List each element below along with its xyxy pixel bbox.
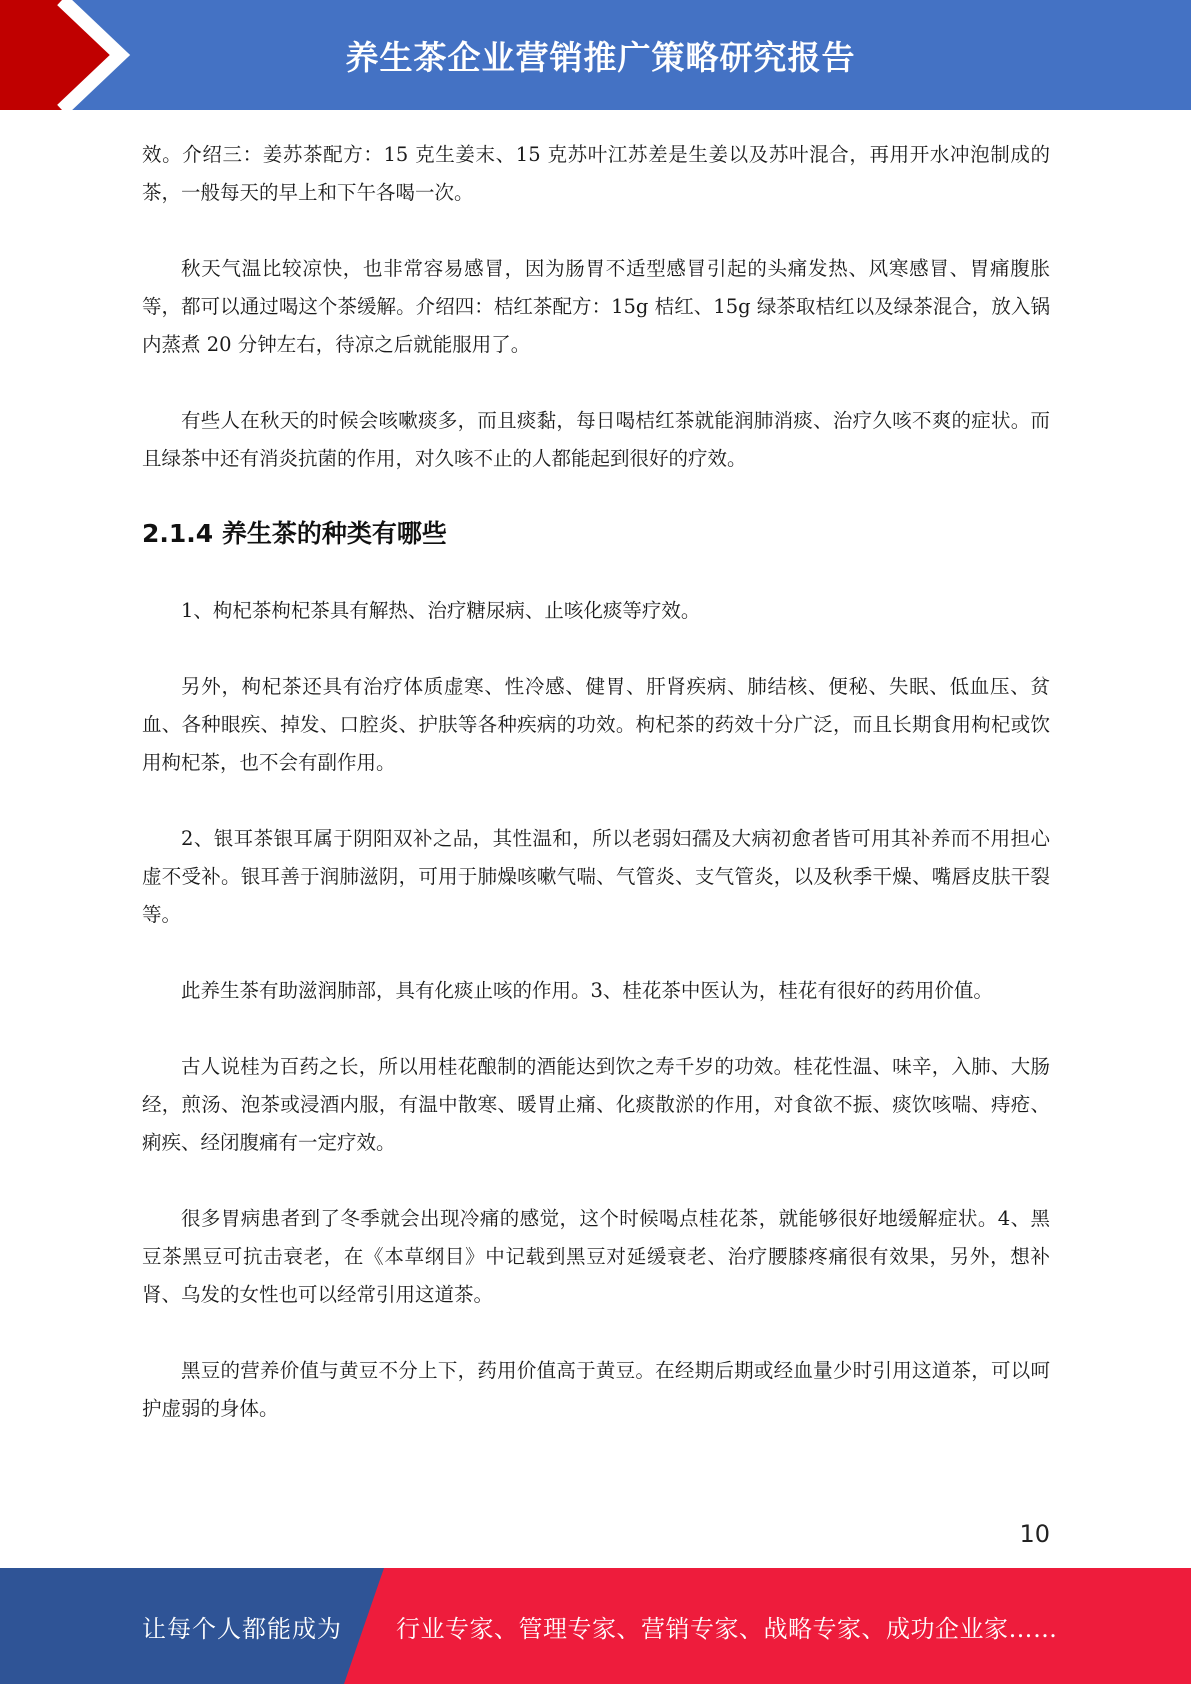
paragraph: 秋天气温比较凉快，也非常容易感冒，因为肠胃不适型感冒引起的头痛发热、风寒感冒、胃痛腹胀等，都可以通过喝这个茶缓解。介绍四：桔红茶配方：15g 桔红、15g 绿茶取桔红以及绿茶混合，放入锅内蒸煮 20 分钟左右，待凉之后就能服用了。 bbox=[142, 257, 1050, 356]
paragraph: 此养生茶有助滋润肺部，具有化痰止咳的作用。3、桂花茶中医认为，桂花有很好的药用价值。 bbox=[181, 979, 993, 1002]
paragraph: 2、银耳茶银耳属于阴阳双补之品，其性温和，所以老弱妇孺及大病初愈者皆可用其补养而不用担心虚不受补。银耳善于润肺滋阴，可用于肺燥咳嗽气喘、气管炎、支气管炎，以及秋季干燥、嘴唇皮肤干裂等。 bbox=[142, 827, 1050, 926]
paragraph: 古人说桂为百药之长，所以用桂花酿制的酒能达到饮之寿千岁的功效。桂花性温、味辛，入肺、大肠经，煎汤、泡茶或浸酒内服，有温中散寒、暖胃止痛、化痰散淤的作用，对食欲不振、痰饮咳喘、痔疮、痢疾、经闭腹痛有一定疗效。 bbox=[142, 1055, 1050, 1154]
paragraph: 黑豆的营养价值与黄豆不分上下，药用价值高于黄豆。在经期后期或经血量少时引用这道茶，可以呵护虚弱的身体。 bbox=[142, 1359, 1050, 1420]
section-heading: 2.1.4 养生茶的种类有哪些 bbox=[142, 519, 447, 548]
paragraph: 效。介绍三：姜苏茶配方：15 克生姜末、15 克苏叶江苏差是生姜以及苏叶混合，再用开水冲泡制成的茶，一般每天的早上和下午各喝一次。 bbox=[142, 143, 1050, 204]
footer-slogan-left: 让每个人都能成为 bbox=[142, 1614, 342, 1643]
footer-slogan-right: 行业专家、管理专家、营销专家、战略专家、成功企业家…… bbox=[396, 1614, 1058, 1643]
paragraph: 很多胃病患者到了冬季就会出现冷痛的感觉，这个时候喝点桂花茶，就能够很好地缓解症状。4、黑豆茶黑豆可抗击衰老，在《本草纲目》中记载到黑豆对延缓衰老、治疗腰膝疼痛很有效果，另外，想补肾、乌发的女性也可以经常引用这道茶。 bbox=[142, 1207, 1050, 1306]
document-body bbox=[142, 136, 1050, 1466]
page-number: 10 bbox=[1019, 1520, 1050, 1548]
paragraph: 1、枸杞茶枸杞茶具有解热、治疗糖尿病、止咳化痰等疗效。 bbox=[181, 599, 701, 622]
header-title: 养生茶企业营销推广策略研究报告 bbox=[345, 37, 856, 77]
page-footer bbox=[0, 1568, 1191, 1684]
paragraph: 有些人在秋天的时候会咳嗽痰多，而且痰黏，每日喝桔红茶就能润肺消痰、治疗久咳不爽的症状。而且绿茶中还有消炎抗菌的作用，对久咳不止的人都能起到很好的疗效。 bbox=[142, 409, 1050, 470]
page-header bbox=[0, 0, 1191, 110]
paragraph: 另外，枸杞茶还具有治疗体质虚寒、性冷感、健胃、肝肾疾病、肺结核、便秘、失眠、低血压、贫血、各种眼疾、掉发、口腔炎、护肤等各种疾病的功效。枸杞茶的药效十分广泛，而且长期食用枸杞或饮用枸杞茶，也不会有副作用。 bbox=[142, 675, 1050, 774]
